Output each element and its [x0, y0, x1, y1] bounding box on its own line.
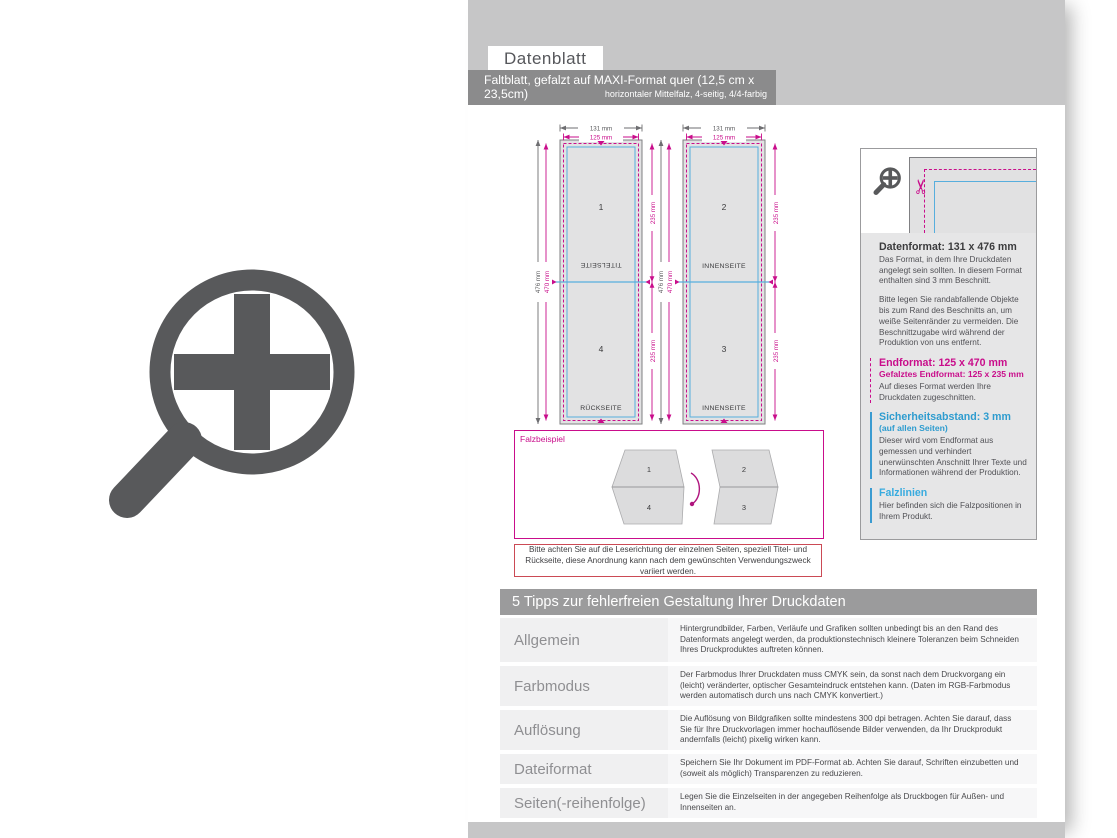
page-number: 4: [598, 344, 604, 354]
dim-height-inner: 470 mm: [667, 270, 674, 294]
tips-header: 5 Tipps zur fehlerfreien Gestaltung Ihrer Druckdaten: [500, 589, 1037, 615]
datenformat-body-1: Das Format, in dem Ihre Druckdaten angelegt sein sollten. In diesem Format enthalten sind 3 mm Beschnitt.: [879, 254, 1022, 286]
fold-page-number: 4: [646, 503, 652, 512]
fold-example-figure: [515, 437, 821, 535]
datenformat-heading: Datenformat: 131 x 476 mm: [879, 241, 1017, 253]
datenformat-body-2: Bitte legen Sie randabfallende Objekte bis zum Rand des Beschnitts an, um weiße Seitenränder zu vermeiden. Die Beschnittzugabe wird während der Produktion von uns entfernt.: [879, 295, 1019, 348]
page-label-rueckseite: RÜCKSEITE: [580, 405, 622, 412]
safety-line: [934, 181, 1036, 233]
product-bar: [468, 70, 776, 105]
fold-example-label: Falzbeispiel: [520, 434, 565, 444]
page-label-innenseite: INNENSEITE: [702, 263, 746, 270]
section-endformat: [870, 358, 1028, 403]
section-sicherheitsabstand: [870, 412, 1028, 479]
page-number: 2: [721, 202, 727, 212]
dim-width-inner: 125 mm: [589, 134, 613, 142]
tip-text: Der Farbmodus Ihrer Druckdaten muss CMYK sein, da sonst nach dem Druckvorgang ein (leicht) veränderter, optischer Gesamteindruck entstehen kann. (Daten im RGB-Farbmodus werden automatisch durch uns nach CMYK konvertiert.): [668, 666, 1037, 706]
sicherheitsabstand-body: Dieser wird vom Endformat aus gemessen und verhindert unerwünschten Anschnitt Ihrer Texte und Informationen während der Produktion.: [879, 435, 1027, 478]
page-number: 3: [721, 344, 727, 354]
tip-label: Auflösung: [500, 710, 668, 750]
section-datenformat: [870, 242, 1028, 349]
page-footer-band: [468, 822, 1065, 838]
endformat-subheading: Gefalztes Endformat: 125 x 235 mm: [879, 368, 1024, 379]
tip-row-allgemein: [500, 618, 1037, 662]
fold-page-number: 3: [741, 503, 747, 512]
dim-half-height-top: 235 mm: [773, 201, 780, 225]
section-falzlinien: [870, 488, 1028, 522]
reading-note: Bitte achten Sie auf die Leserichtung der einzelnen Seiten, speziell Titel- und Rückseite, diese Anordnung kann nach dem gewünschten Verwendungszweck variiert werden.: [514, 544, 822, 577]
dim-height-outer: 476 mm: [658, 270, 665, 294]
dim-half-height-bottom: 235 mm: [773, 339, 780, 363]
dim-half-height-top: 235 mm: [650, 201, 657, 225]
scissors-icon: ✂: [910, 178, 933, 195]
dim-width-outer: 131 mm: [589, 125, 613, 133]
dim-height-outer: 476 mm: [535, 270, 542, 294]
tip-label: Allgemein: [500, 618, 668, 662]
dim-width-outer: 131 mm: [712, 125, 736, 133]
layout-diagram-inner-sheet: [635, 118, 785, 434]
tip-text: Hintergrundbilder, Farben, Verläufe und Grafiken sollten unbedingt bis an den Rand des Datenformats angelegt werden, da produktionstechnisch kleinere Toleranzen beim Schneiden Ihres Druckproduktes auftreten können.: [668, 618, 1037, 662]
tip-text: Legen Sie die Einzelseiten in der angegeben Reihenfolge als Druckbogen für Außen- und Innenseiten an.: [668, 788, 1037, 818]
dim-height-inner: 470 mm: [544, 270, 551, 294]
sicherheitsabstand-heading: Sicherheitsabstand: 3 mm: [879, 411, 1011, 424]
info-panel: [860, 148, 1037, 540]
falzlinien-body: Hier befinden sich die Falzpositionen in Ihrem Produkt.: [879, 500, 1022, 521]
magnifier-plus-icon: [100, 250, 400, 540]
page-label-titelseite: TITELSEITE: [580, 261, 622, 268]
endformat-heading: Endformat: 125 x 470 mm: [879, 357, 1008, 370]
tip-text: Die Auflösung von Bildgrafiken sollte mindestens 300 dpi betragen. Achten Sie darauf, dass Sie für Ihre Druckvorlagen immer hochauflösende Bilder verwenden, da Ihr Druckprodukt andernfalls (leicht) pixelig wirken kann.: [668, 710, 1037, 750]
tip-row-farbmodus: [500, 666, 1037, 706]
fold-example-box: [514, 430, 824, 539]
tip-row-aufloesung: [500, 710, 1037, 750]
document-page: [468, 0, 1065, 838]
tip-text: Speichern Sie Ihr Dokument im PDF-Format ab. Achten Sie darauf, Schriften einzubetten und (soweit als möglich) Transparenzen zu reduzieren.: [668, 754, 1037, 784]
fold-page-number: 1: [646, 465, 652, 474]
fold-page-number: 2: [741, 465, 747, 474]
tip-label: Seiten(-reihenfolge): [500, 788, 668, 818]
page-title: Datenblatt: [488, 46, 603, 71]
endformat-body: Auf dieses Format werden Ihre Druckdaten zugeschnitten.: [879, 381, 991, 402]
tip-row-dateiformat: [500, 754, 1037, 784]
tip-row-seitenreihenfolge: [500, 788, 1037, 818]
magnifier-icon: [871, 165, 905, 203]
tip-label: Farbmodus: [500, 666, 668, 706]
tips-table: [500, 618, 1037, 818]
page-number: 1: [598, 202, 604, 212]
page-label-innenseite: INNENSEITE: [702, 405, 746, 412]
format-corner-sample: [909, 157, 1036, 233]
info-panel-text: [861, 233, 1036, 539]
product-subtitle: horizontaler Mittelfalz, 4-seitig, 4/4-farbig: [604, 89, 767, 99]
tip-label: Dateiformat: [500, 754, 668, 784]
dim-width-inner: 125 mm: [712, 134, 736, 142]
product-title: Faltblatt, gefalzt auf MAXI-Format quer (12,5 cm x 23,5cm): [484, 73, 755, 101]
sicherheitsabstand-subheading: (auf allen Seiten): [879, 423, 948, 434]
info-panel-detail: [861, 149, 1036, 233]
dim-half-height-bottom: 235 mm: [650, 339, 657, 363]
fold-direction-arrow: [691, 473, 699, 504]
falzlinien-heading: Falzlinien: [879, 487, 928, 500]
